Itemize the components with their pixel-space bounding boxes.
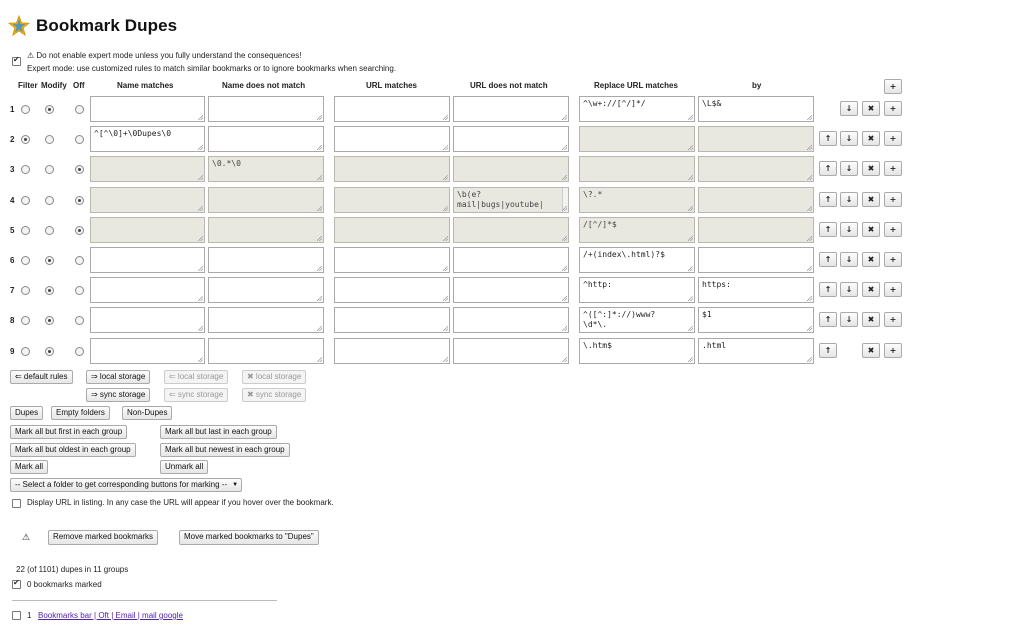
rule-number: 1 (10, 105, 15, 114)
rule-filter-radio[interactable] (21, 286, 30, 295)
rule-off-radio[interactable] (75, 165, 84, 174)
warning-icon: ⚠ (22, 532, 31, 542)
rule-filter-radio[interactable] (21, 347, 30, 356)
move-down-button[interactable]: ↓ (840, 222, 858, 237)
col-off: Off (73, 81, 85, 90)
save-sync-storage-button[interactable]: ⇒ sync storage (86, 388, 150, 402)
rule-replace-field[interactable] (579, 277, 695, 303)
rule-replace-field[interactable] (579, 126, 695, 152)
rule-name-matches-field[interactable] (90, 277, 205, 303)
rule-replace-field[interactable] (579, 247, 695, 273)
move-down-button[interactable]: ↓ (840, 101, 858, 116)
field-value: ^([^:]*://)www? \d*\. (583, 310, 656, 329)
rule-off-radio[interactable] (75, 105, 84, 114)
unmark-all-button[interactable]: Unmark all (160, 460, 208, 474)
rule-url-matches-field[interactable] (334, 247, 450, 273)
rule-modify-radio[interactable] (45, 105, 54, 114)
col-url-matches: URL matches (366, 81, 417, 90)
listing-item-number: 1 (27, 611, 32, 620)
rule-replace-field[interactable] (579, 338, 695, 364)
listing-item-checkbox[interactable] (12, 611, 21, 620)
title-row (8, 12, 177, 40)
rule-name-not-match-field[interactable] (208, 156, 324, 182)
rule-filter-radio[interactable] (21, 165, 30, 174)
rule-filter-radio[interactable] (21, 196, 30, 205)
marked-count-checkbox[interactable] (12, 580, 21, 589)
rule-number: 8 (10, 316, 15, 325)
rule-number: 3 (10, 165, 15, 174)
remove-rule-button[interactable]: ✖ (862, 131, 880, 146)
marked-count-text: 0 bookmarks marked (27, 580, 102, 589)
field-value: ^\w+://[^/]*/ (583, 99, 646, 108)
load-local-storage-button[interactable]: ⇐ local storage (164, 370, 228, 384)
field-value: /+(index\.html)?$ (583, 250, 665, 259)
col-filter: Filter (18, 81, 38, 90)
expert-mode-checkbox[interactable] (12, 57, 21, 66)
rule-off-radio[interactable] (75, 286, 84, 295)
rule-off-radio[interactable] (75, 316, 84, 325)
rule-name-not-match-field[interactable] (208, 187, 324, 213)
rule-url-matches-field[interactable] (334, 156, 450, 182)
folder-select-value: -- Select a folder to get corresponding buttons for marking -- (15, 480, 228, 489)
mark-all-but-last-button[interactable]: Mark all but last in each group (160, 425, 277, 439)
move-up-button[interactable]: ↑ (819, 161, 837, 176)
rule-url-matches-field[interactable] (334, 126, 450, 152)
expert-warning-text: ⚠ Do not enable expert mode unless you fully understand the consequences! (27, 51, 302, 60)
dupes-summary: 22 (of 1101) dupes in 11 groups (16, 565, 129, 574)
rule-url-not-match-field[interactable] (453, 217, 569, 243)
field-value: \L$& (702, 99, 722, 108)
rule-filter-radio[interactable] (21, 226, 30, 235)
move-up-button[interactable]: ↑ (819, 312, 837, 327)
move-up-button[interactable]: ↑ (819, 222, 837, 237)
rule-number: 9 (10, 347, 15, 356)
remove-rule-button[interactable]: ✖ (862, 101, 880, 116)
rule-url-not-match-field[interactable] (453, 307, 569, 333)
rule-by-field[interactable] (698, 96, 814, 122)
mark-all-button[interactable]: Mark all (10, 460, 48, 474)
dupes-button[interactable]: Dupes (10, 406, 43, 420)
empty-folders-button[interactable]: Empty folders (51, 406, 110, 420)
move-up-button[interactable]: ↑ (819, 192, 837, 207)
move-down-button[interactable]: ↓ (840, 192, 858, 207)
expert-description-text: Expert mode: use customized rules to match similar bookmarks or to ignore bookmarks when searching. (27, 64, 397, 73)
rule-by-field[interactable] (698, 217, 814, 243)
listing-item-link[interactable]: Bookmarks bar | Oft | Email | mail google (38, 611, 183, 620)
rule-filter-radio[interactable] (21, 316, 30, 325)
default-rules-button[interactable]: ⇐ default rules (10, 370, 73, 384)
move-down-button[interactable]: ↓ (840, 312, 858, 327)
mark-all-but-first-button[interactable]: Mark all but first in each group (10, 425, 127, 439)
add-rule-button[interactable]: + (884, 222, 902, 237)
field-value: \b(e? mail|bugs|youtube| (457, 190, 544, 209)
rule-modify-radio[interactable] (45, 226, 54, 235)
rule-url-matches-field[interactable] (334, 187, 450, 213)
rule-modify-radio[interactable] (45, 165, 54, 174)
non-dupes-button[interactable]: Non-Dupes (122, 406, 172, 420)
col-modify: Modify (41, 81, 67, 90)
rule-url-not-match-field[interactable] (453, 126, 569, 152)
move-down-button[interactable]: ↓ (840, 282, 858, 297)
delete-local-storage-button[interactable]: ✖ local storage (242, 370, 306, 384)
add-rule-button[interactable]: + (884, 282, 902, 297)
rule-name-matches-field[interactable] (90, 338, 205, 364)
folder-select[interactable] (10, 478, 242, 492)
rule-by-field[interactable] (698, 247, 814, 273)
col-name-matches: Name matches (117, 81, 174, 90)
rule-modify-radio[interactable] (45, 347, 54, 356)
remove-rule-button[interactable]: ✖ (862, 312, 880, 327)
rule-url-not-match-field[interactable] (453, 156, 569, 182)
rule-modify-radio[interactable] (45, 256, 54, 265)
rule-name-matches-field[interactable] (90, 217, 205, 243)
divider (12, 600, 277, 601)
rule-modify-radio[interactable] (45, 135, 54, 144)
rule-name-matches-field[interactable] (90, 96, 205, 122)
rule-by-field[interactable] (698, 156, 814, 182)
rule-name-not-match-field[interactable] (208, 338, 324, 364)
col-by: by (752, 81, 762, 90)
mark-all-but-oldest-button[interactable]: Mark all but oldest in each group (10, 443, 136, 457)
mark-all-but-newest-button[interactable]: Mark all but newest in each group (160, 443, 290, 457)
field-scrollbar[interactable] (562, 188, 568, 212)
rule-name-matches-field[interactable] (90, 187, 205, 213)
field-value: \?.* (583, 190, 603, 199)
rule-modify-radio[interactable] (45, 286, 54, 295)
add-rule-button[interactable]: + (884, 131, 902, 146)
remove-rule-button[interactable]: ✖ (862, 222, 880, 237)
rule-off-radio[interactable] (75, 196, 84, 205)
move-up-button[interactable]: ↑ (819, 131, 837, 146)
add-rule-button[interactable]: + (884, 192, 902, 207)
rule-url-not-match-field[interactable] (453, 96, 569, 122)
rule-replace-field[interactable] (579, 156, 695, 182)
add-rule-button[interactable]: + (884, 161, 902, 176)
rule-url-matches-field[interactable] (334, 217, 450, 243)
display-url-checkbox[interactable] (12, 499, 21, 508)
remove-rule-button[interactable]: ✖ (862, 282, 880, 297)
rule-modify-radio[interactable] (45, 316, 54, 325)
remove-rule-button[interactable]: ✖ (862, 343, 880, 358)
move-up-button[interactable]: ↑ (819, 252, 837, 267)
add-rule-button[interactable]: + (884, 101, 902, 116)
rule-replace-field[interactable] (579, 96, 695, 122)
rule-number: 7 (10, 286, 15, 295)
rule-off-radio[interactable] (75, 135, 84, 144)
rule-off-radio[interactable] (75, 347, 84, 356)
rule-name-not-match-field[interactable] (208, 307, 324, 333)
field-value: /[^/]*$ (583, 220, 617, 229)
rule-url-not-match-field[interactable] (453, 187, 569, 213)
rule-filter-radio[interactable] (21, 256, 30, 265)
col-replace-url-matches: Replace URL matches (594, 81, 678, 90)
rule-name-not-match-field[interactable] (208, 217, 324, 243)
add-rule-top-button[interactable]: + (884, 79, 902, 94)
rule-name-not-match-field[interactable] (208, 277, 324, 303)
add-rule-button[interactable]: + (884, 312, 902, 327)
rule-name-matches-field[interactable] (90, 156, 205, 182)
delete-sync-storage-button[interactable]: ✖ sync storage (242, 388, 306, 402)
rule-off-radio[interactable] (75, 256, 84, 265)
add-rule-button[interactable]: + (884, 252, 902, 267)
rule-name-matches-field[interactable] (90, 126, 205, 152)
rule-name-matches-field[interactable] (90, 307, 205, 333)
remove-rule-button[interactable]: ✖ (862, 192, 880, 207)
move-marked-button[interactable]: Move marked bookmarks to "Dupes" (179, 530, 319, 545)
chevron-down-icon: ▼ (232, 482, 239, 488)
rule-url-matches-field[interactable] (334, 338, 450, 364)
rule-by-field[interactable] (698, 187, 814, 213)
move-down-button[interactable]: ↓ (840, 131, 858, 146)
rule-by-field[interactable] (698, 277, 814, 303)
field-value: ^http: (583, 280, 612, 289)
rule-url-matches-field[interactable] (334, 307, 450, 333)
display-url-label: Display URL in listing. In any case the URL will appear if you hover over the bookmark. (27, 498, 334, 507)
rule-number: 6 (10, 256, 15, 265)
move-up-button[interactable]: ↑ (819, 343, 837, 358)
star-icon (8, 15, 30, 37)
rule-filter-radio[interactable] (21, 135, 30, 144)
rule-modify-radio[interactable] (45, 196, 54, 205)
add-rule-button[interactable]: + (884, 343, 902, 358)
rule-replace-field[interactable] (579, 217, 695, 243)
rule-filter-radio[interactable] (21, 105, 30, 114)
rule-url-not-match-field[interactable] (453, 277, 569, 303)
remove-marked-button[interactable]: Remove marked bookmarks (48, 530, 158, 545)
rule-number: 5 (10, 226, 15, 235)
field-value: $1 (702, 310, 712, 319)
rule-name-not-match-field[interactable] (208, 126, 324, 152)
move-down-button[interactable]: ↓ (840, 252, 858, 267)
field-value: \0.*\0 (212, 159, 241, 168)
col-url-not-match: URL does not match (470, 81, 548, 90)
field-value: ^[^\0]+\0Dupes\0 (94, 129, 172, 138)
rule-url-not-match-field[interactable] (453, 247, 569, 273)
move-up-button[interactable]: ↑ (819, 282, 837, 297)
rule-number: 2 (10, 135, 15, 144)
field-value: .html (702, 341, 727, 350)
rule-name-matches-field[interactable] (90, 247, 205, 273)
rule-off-radio[interactable] (75, 226, 84, 235)
rule-url-matches-field[interactable] (334, 277, 450, 303)
rule-number: 4 (10, 196, 15, 205)
rule-url-not-match-field[interactable] (453, 338, 569, 364)
rule-by-field[interactable] (698, 126, 814, 152)
rule-name-not-match-field[interactable] (208, 247, 324, 273)
rule-name-not-match-field[interactable] (208, 96, 324, 122)
save-local-storage-button[interactable]: ⇒ local storage (86, 370, 150, 384)
rule-by-field[interactable] (698, 338, 814, 364)
field-value: https: (702, 280, 731, 289)
page-title: Bookmark Dupes (36, 16, 178, 35)
load-sync-storage-button[interactable]: ⇐ sync storage (164, 388, 228, 402)
move-down-button[interactable]: ↓ (840, 161, 858, 176)
rule-replace-field[interactable] (579, 307, 695, 333)
rule-by-field[interactable] (698, 307, 814, 333)
rule-url-matches-field[interactable] (334, 96, 450, 122)
remove-rule-button[interactable]: ✖ (862, 161, 880, 176)
remove-rule-button[interactable]: ✖ (862, 252, 880, 267)
rule-replace-field[interactable] (579, 187, 695, 213)
col-name-not-match: Name does not match (222, 81, 306, 90)
field-value: \.htm$ (583, 341, 612, 350)
